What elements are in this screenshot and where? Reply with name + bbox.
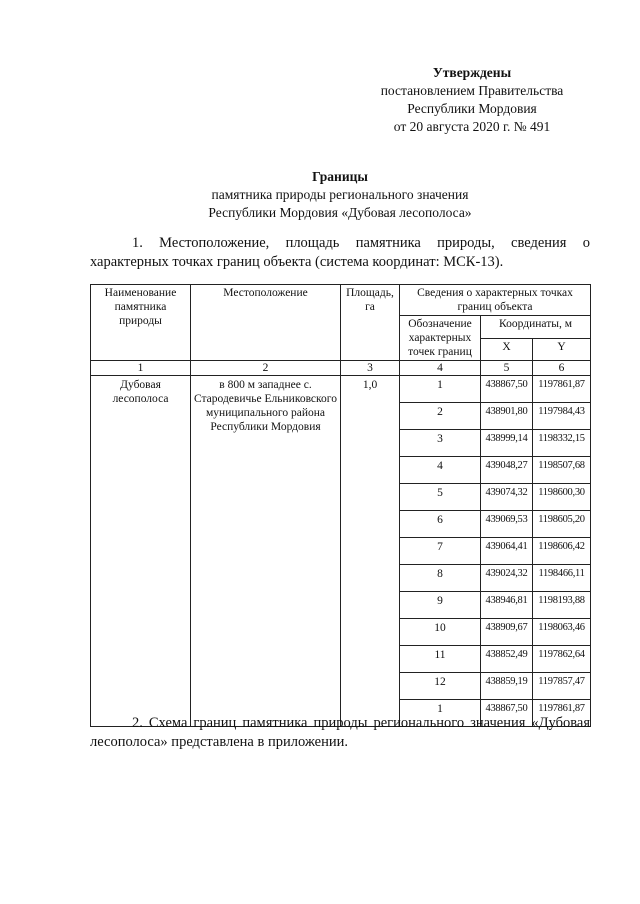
header-location: Местоположение	[191, 285, 341, 361]
coord-x: 438859,19	[481, 673, 533, 700]
coord-y: 1198507,68	[533, 457, 591, 484]
header-x: X	[481, 338, 533, 361]
header-coords: Координаты, м	[481, 316, 591, 339]
coord-x: 438999,14	[481, 430, 533, 457]
approval-line-2: Республики Мордовия	[407, 101, 537, 116]
point-id: 2	[400, 403, 481, 430]
coord-y: 1197861,87	[533, 376, 591, 403]
col-number: 4	[400, 361, 481, 376]
col-number: 2	[191, 361, 341, 376]
paragraph-2: 2. Схема границ памятника природы регионального значения «Дубовая лесополоса» представлена в приложении.	[90, 715, 590, 750]
coord-y: 1197857,47	[533, 673, 591, 700]
coord-y: 1198600,30	[533, 484, 591, 511]
point-id: 10	[400, 619, 481, 646]
document-heading	[90, 168, 590, 222]
header-name: Наименование памятника природы	[91, 285, 191, 361]
coord-y: 1198063,46	[533, 619, 591, 646]
point-id: 12	[400, 673, 481, 700]
point-id: 5	[400, 484, 481, 511]
col-number: 6	[533, 361, 591, 376]
heading-line-1: памятника природы регионального значения	[211, 187, 469, 202]
coord-x: 439074,32	[481, 484, 533, 511]
coord-x: 439069,53	[481, 511, 533, 538]
boundary-table	[90, 284, 591, 727]
approval-line-1: постановлением Правительства	[380, 83, 564, 98]
coord-y: 1197862,64	[533, 646, 591, 673]
point-id: 1	[400, 376, 481, 403]
point-id: 8	[400, 565, 481, 592]
col-number: 3	[341, 361, 400, 376]
approval-block	[360, 64, 584, 136]
coord-x: 438901,80	[481, 403, 533, 430]
header-point: Обозначение характерных точек границ	[400, 316, 481, 361]
paragraph-1: 1. Местоположение, площадь памятника природы, сведения о характерных точках границ объекта (система координат: МСК-13).	[90, 235, 590, 270]
coord-x: 439024,32	[481, 565, 533, 592]
approval-title: Утверждены	[432, 65, 512, 80]
coord-x: 439064,41	[481, 538, 533, 565]
col-number: 5	[481, 361, 533, 376]
coord-y: 1197984,43	[533, 403, 591, 430]
point-id: 1	[400, 700, 481, 727]
col-number: 1	[91, 361, 191, 376]
coord-y: 1198332,15	[533, 430, 591, 457]
object-location: в 800 м западнее с. Стародевичье Ельниковского муниципального района Республики Мордовия	[191, 376, 341, 727]
point-id: 6	[400, 511, 481, 538]
header-y: Y	[533, 338, 591, 361]
header-area: Площадь, га	[341, 285, 400, 361]
coord-x: 438852,49	[481, 646, 533, 673]
coord-y: 1198605,20	[533, 511, 591, 538]
table-row	[91, 376, 591, 403]
coord-y: 1197861,87	[533, 700, 591, 727]
point-id: 11	[400, 646, 481, 673]
heading-title: Границы	[312, 169, 368, 184]
point-id: 9	[400, 592, 481, 619]
coord-x: 438867,50	[481, 376, 533, 403]
coord-y: 1198193,88	[533, 592, 591, 619]
coord-x: 438909,67	[481, 619, 533, 646]
coord-x: 438946,81	[481, 592, 533, 619]
object-name: Дубовая лесополоса	[91, 376, 191, 727]
coord-y: 1198606,42	[533, 538, 591, 565]
point-id: 7	[400, 538, 481, 565]
coord-y: 1198466,11	[533, 565, 591, 592]
coord-x: 438867,50	[481, 700, 533, 727]
object-area: 1,0	[341, 376, 400, 727]
point-id: 4	[400, 457, 481, 484]
approval-line-3: от 20 августа 2020 г. № 491	[393, 119, 551, 134]
column-number-row	[91, 361, 591, 376]
point-id: 3	[400, 430, 481, 457]
heading-line-2: Республики Мордовия «Дубовая лесополоса»	[208, 205, 472, 220]
header-info: Сведения о характерных точках границ объекта	[400, 285, 591, 316]
coord-x: 439048,27	[481, 457, 533, 484]
